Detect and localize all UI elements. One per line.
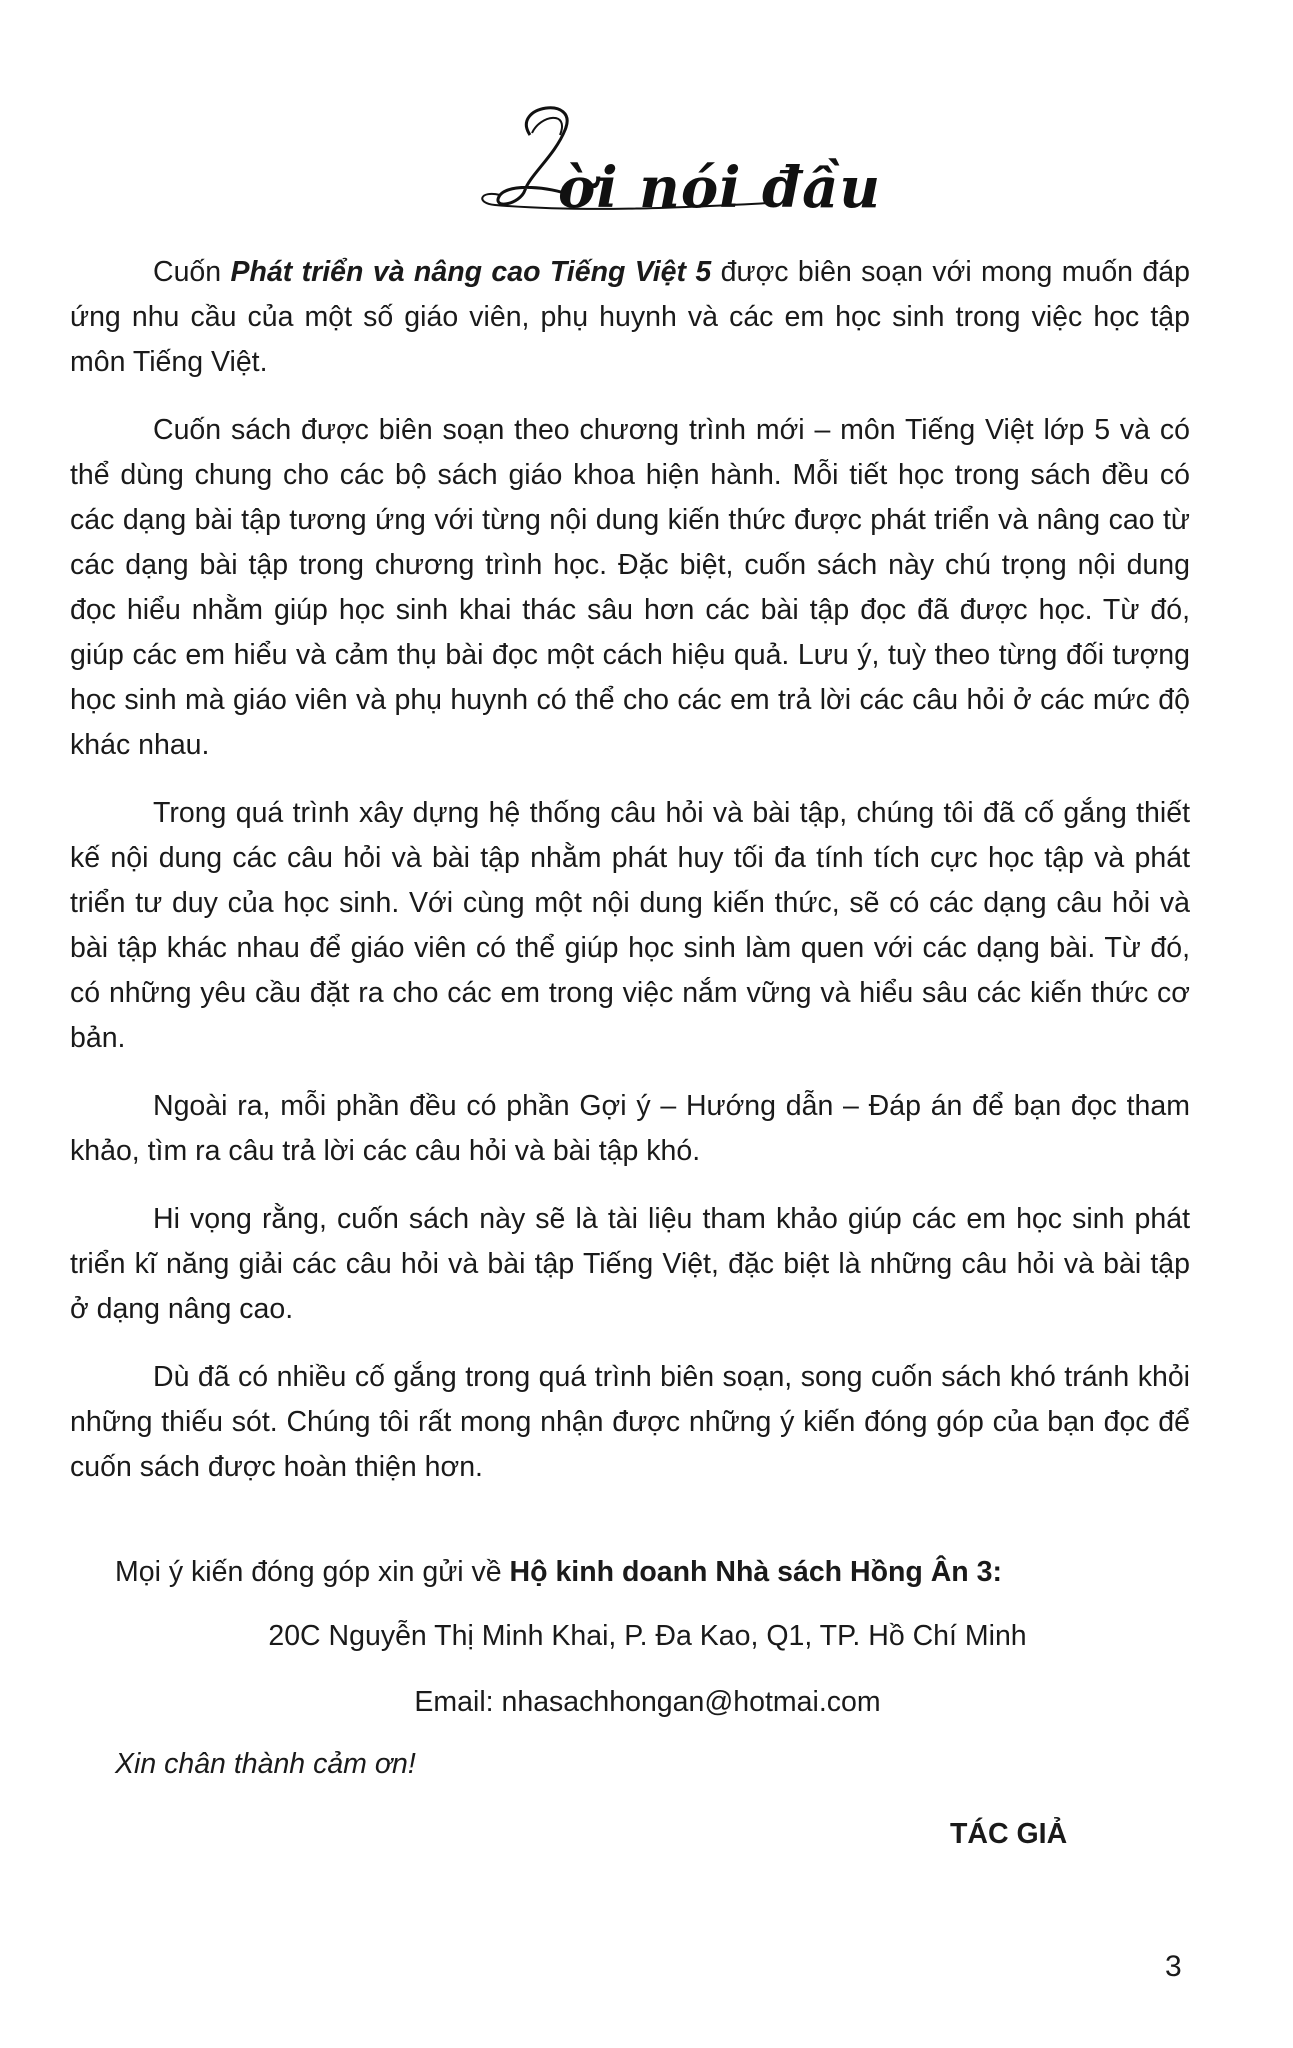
preface-body	[70, 250, 1190, 1513]
publisher-email: Email: nhasachhongan@hotmai.com	[414, 1686, 881, 1718]
paragraph-1	[70, 250, 1190, 385]
author-signature: TÁC GIẢ	[950, 1818, 1068, 1850]
paragraph-6: Dù đã có nhiều cố gắng trong quá trình biên soạn, song cuốn sách khó tránh khỏi những thiếu sót. Chúng tôi rất mong nhận được những ý kiến đóng góp của bạn đọc để cuốn sách được hoàn thiện hơn.	[70, 1361, 1190, 1483]
paragraph-4: Ngoài ra, mỗi phần đều có phần Gợi ý – Hướng dẫn – Đáp án để bạn đọc tham khảo, tìm ra câu trả lời các câu hỏi và bài tập khó.	[70, 1090, 1190, 1167]
contact-intro	[70, 1550, 1190, 1595]
thanks-line: Xin chân thành cảm ơn!	[115, 1748, 416, 1780]
title-rest: ời nói đầu	[558, 155, 882, 221]
title-text	[558, 155, 881, 221]
book-title-emphasis: Phát triển và nâng cao Tiếng Việt 5	[230, 256, 712, 288]
page-title	[470, 95, 882, 225]
contact-intro-text: Mọi ý kiến đóng góp xin gửi về	[115, 1556, 510, 1588]
paragraph-2: Cuốn sách được biên soạn theo chương trình mới – môn Tiếng Việt lớp 5 và có thể dùng chung cho các bộ sách giáo khoa hiện hành. Mỗi tiết học trong sách đều có các dạng bài tập tương ứng với từng nội dung kiến thức được phát triển và nâng cao từ các dạng bài tập trong chương trình học. Đặc biệt, cuốn sách này chú trọng nội dung đọc hiểu nhằm giúp học sinh khai thác sâu hơn các bài tập đọc đã được học. Từ đó, giúp các em hiểu và cảm thụ bài đọc một cách hiệu quả. Lưu ý, tuỳ theo từng đối tượng học sinh mà giáo viên và phụ huynh có thể cho các em trả lời các câu hỏi ở các mức độ khác nhau.	[70, 414, 1190, 761]
paragraph-5: Hi vọng rằng, cuốn sách này sẽ là tài liệu tham khảo giúp các em học sinh phát triển kĩ năng giải các câu hỏi và bài tập Tiếng Việt, đặc biệt là những câu hỏi và bài tập ở dạng nâng cao.	[70, 1203, 1190, 1325]
paragraph-1-before: Cuốn	[153, 256, 231, 288]
paragraph-3: Trong quá trình xây dựng hệ thống câu hỏi và bài tập, chúng tôi đã cố gắng thiết kế nội dung các câu hỏi và bài tập nhằm phát huy tối đa tính tích cực học tập và phát triển tư duy của học sinh. Với cùng một nội dung kiến thức, sẽ có các dạng câu hỏi và bài tập khác nhau để giáo viên có thể giúp học sinh làm quen với các dạng bài. Từ đó, có những yêu cầu đặt ra cho các em trong việc nắm vững và hiểu sâu các kiến thức cơ bản.	[70, 797, 1190, 1054]
page-number: 3	[1165, 1950, 1182, 1983]
paragraph-1-after: được biên soạn với mong muốn đáp ứng nhu cầu của một số giáo viên, phụ huynh và các em học sinh trong việc học tập môn Tiếng Việt.	[70, 256, 1190, 378]
publisher-address: 20C Nguyễn Thị Minh Khai, P. Đa Kao, Q1, TP. Hồ Chí Minh	[268, 1620, 1027, 1652]
publisher-name: Hộ kinh doanh Nhà sách Hồng Ân 3:	[509, 1556, 1002, 1588]
